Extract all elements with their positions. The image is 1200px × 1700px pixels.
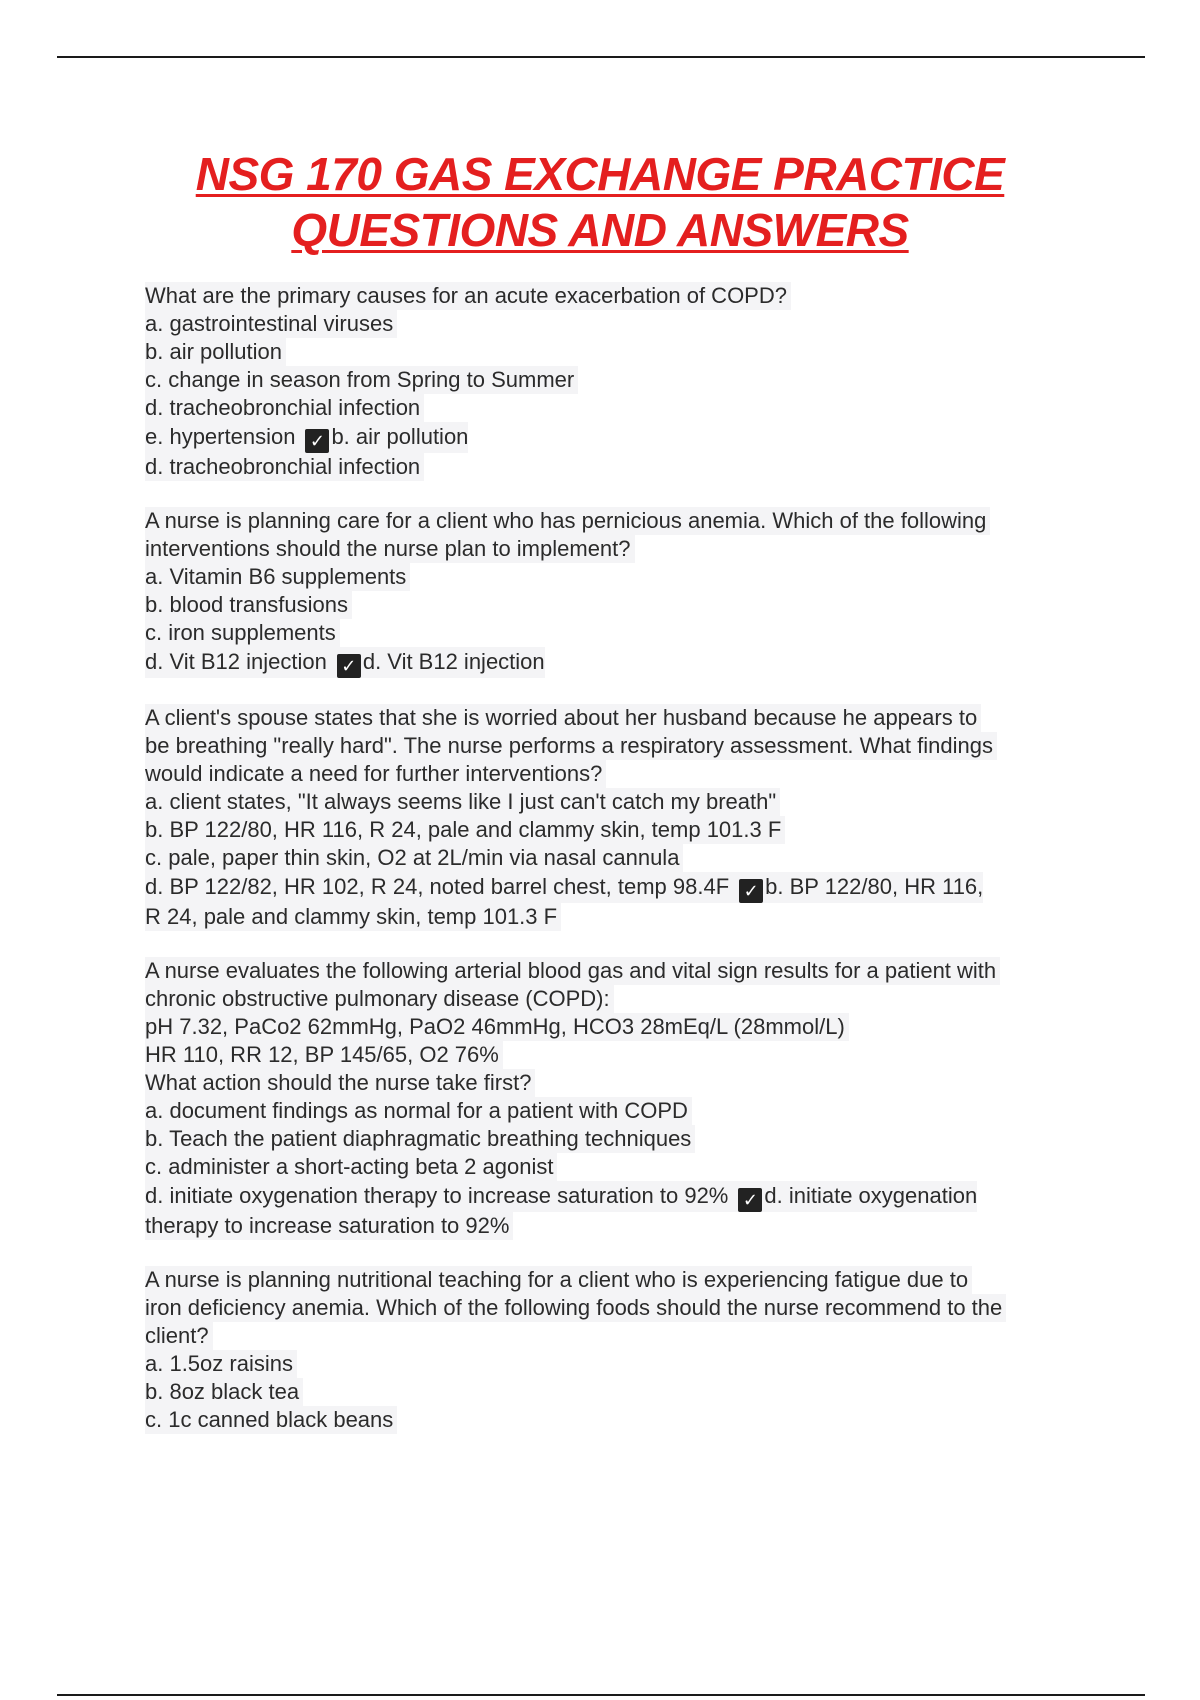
answer-option: c. administer a short-acting beta 2 agonist: [145, 1153, 557, 1181]
answer-option: a. Vitamin B6 supplements: [145, 563, 410, 591]
header-rule: [57, 56, 1145, 58]
answer-option: d. BP 122/82, HR 102, R 24, noted barrel chest, temp 98.4F: [145, 874, 730, 899]
correct-answer: d. initiate oxygenation: [764, 1183, 978, 1208]
answer-option: b. Teach the patient diaphragmatic breathing techniques: [145, 1125, 695, 1153]
answer-option: b. BP 122/80, HR 116, R 24, pale and clammy skin, temp 101.3 F: [145, 816, 785, 844]
answer-option: c. 1c canned black beans: [145, 1406, 397, 1434]
checkmark-icon: ✓: [305, 429, 329, 453]
question-block: [145, 282, 1090, 481]
answer-option: c. change in season from Spring to Summer: [145, 366, 578, 394]
correct-answer-continued: therapy to increase saturation to 92%: [145, 1212, 513, 1240]
question-block: [145, 957, 1090, 1240]
answer-option: b. 8oz black tea: [145, 1378, 303, 1406]
question-stem-line: What are the primary causes for an acute exacerbation of COPD?: [145, 282, 791, 310]
question-stem-line: A nurse is planning nutritional teaching for a client who is experiencing fatigue due to: [145, 1266, 972, 1294]
checkmark-icon: ✓: [739, 879, 763, 903]
answer-option: e. hypertension: [145, 424, 296, 449]
checkmark-icon: ✓: [337, 654, 361, 678]
correct-answer-continued: d. tracheobronchial infection: [145, 453, 424, 481]
question-stem-line: A nurse is planning care for a client who has pernicious anemia. Which of the following: [145, 507, 990, 535]
answer-option: d. initiate oxygenation therapy to increase saturation to 92%: [145, 1183, 729, 1208]
question-stem-line: iron deficiency anemia. Which of the following foods should the nurse recommend to the: [145, 1294, 1006, 1322]
question-stem-line: A client's spouse states that she is worried about her husband because he appears to: [145, 704, 981, 732]
answer-option: c. iron supplements: [145, 619, 340, 647]
answer-option: b. blood transfusions: [145, 591, 352, 619]
answer-option-with-key: [145, 422, 468, 453]
document-title: [0, 146, 1200, 258]
answer-option: c. pale, paper thin skin, O2 at 2L/min via nasal cannula: [145, 844, 683, 872]
answer-option-with-key: [145, 872, 983, 903]
question-stem-line: What action should the nurse take first?: [145, 1069, 535, 1097]
title-line-2: QUESTIONS AND ANSWERS: [291, 204, 909, 256]
correct-answer: b. BP 122/80, HR 116,: [765, 874, 984, 899]
answer-option: a. gastrointestinal viruses: [145, 310, 397, 338]
answer-option: d. tracheobronchial infection: [145, 394, 424, 422]
title-line-1: NSG 170 GAS EXCHANGE PRACTICE: [195, 148, 1005, 200]
answer-option: a. 1.5oz raisins: [145, 1350, 297, 1378]
answer-option: a. document findings as normal for a patient with COPD: [145, 1097, 692, 1125]
correct-answer: b. air pollution: [331, 424, 469, 449]
checkmark-icon: ✓: [738, 1188, 762, 1212]
question-stem-line: A nurse evaluates the following arterial blood gas and vital sign results for a patient with: [145, 957, 1000, 985]
question-list: [145, 282, 1090, 1460]
footer-rule: [57, 1694, 1145, 1696]
correct-answer-continued: R 24, pale and clammy skin, temp 101.3 F: [145, 903, 561, 931]
question-stem-line: would indicate a need for further interventions?: [145, 760, 606, 788]
question-stem-line: interventions should the nurse plan to implement?: [145, 535, 635, 563]
question-block: [145, 507, 1090, 678]
answer-option: b. air pollution: [145, 338, 286, 366]
question-stem-line: client?: [145, 1322, 213, 1350]
question-stem-line: chronic obstructive pulmonary disease (COPD):: [145, 985, 614, 1013]
question-stem-line: pH 7.32, PaCo2 62mmHg, PaO2 46mmHg, HCO3 28mEq/L (28mmol/L): [145, 1013, 849, 1041]
question-block: [145, 704, 1090, 931]
correct-answer: d. Vit B12 injection: [362, 649, 545, 674]
answer-option-with-key: [145, 1181, 977, 1212]
question-stem-line: HR 110, RR 12, BP 145/65, O2 76%: [145, 1041, 503, 1069]
answer-option: d. Vit B12 injection: [145, 649, 327, 674]
answer-option-with-key: [145, 647, 545, 678]
question-stem-line: be breathing "really hard". The nurse performs a respiratory assessment. What findings: [145, 732, 997, 760]
answer-option: a. client states, "It always seems like I just can't catch my breath": [145, 788, 780, 816]
question-block: [145, 1266, 1090, 1434]
